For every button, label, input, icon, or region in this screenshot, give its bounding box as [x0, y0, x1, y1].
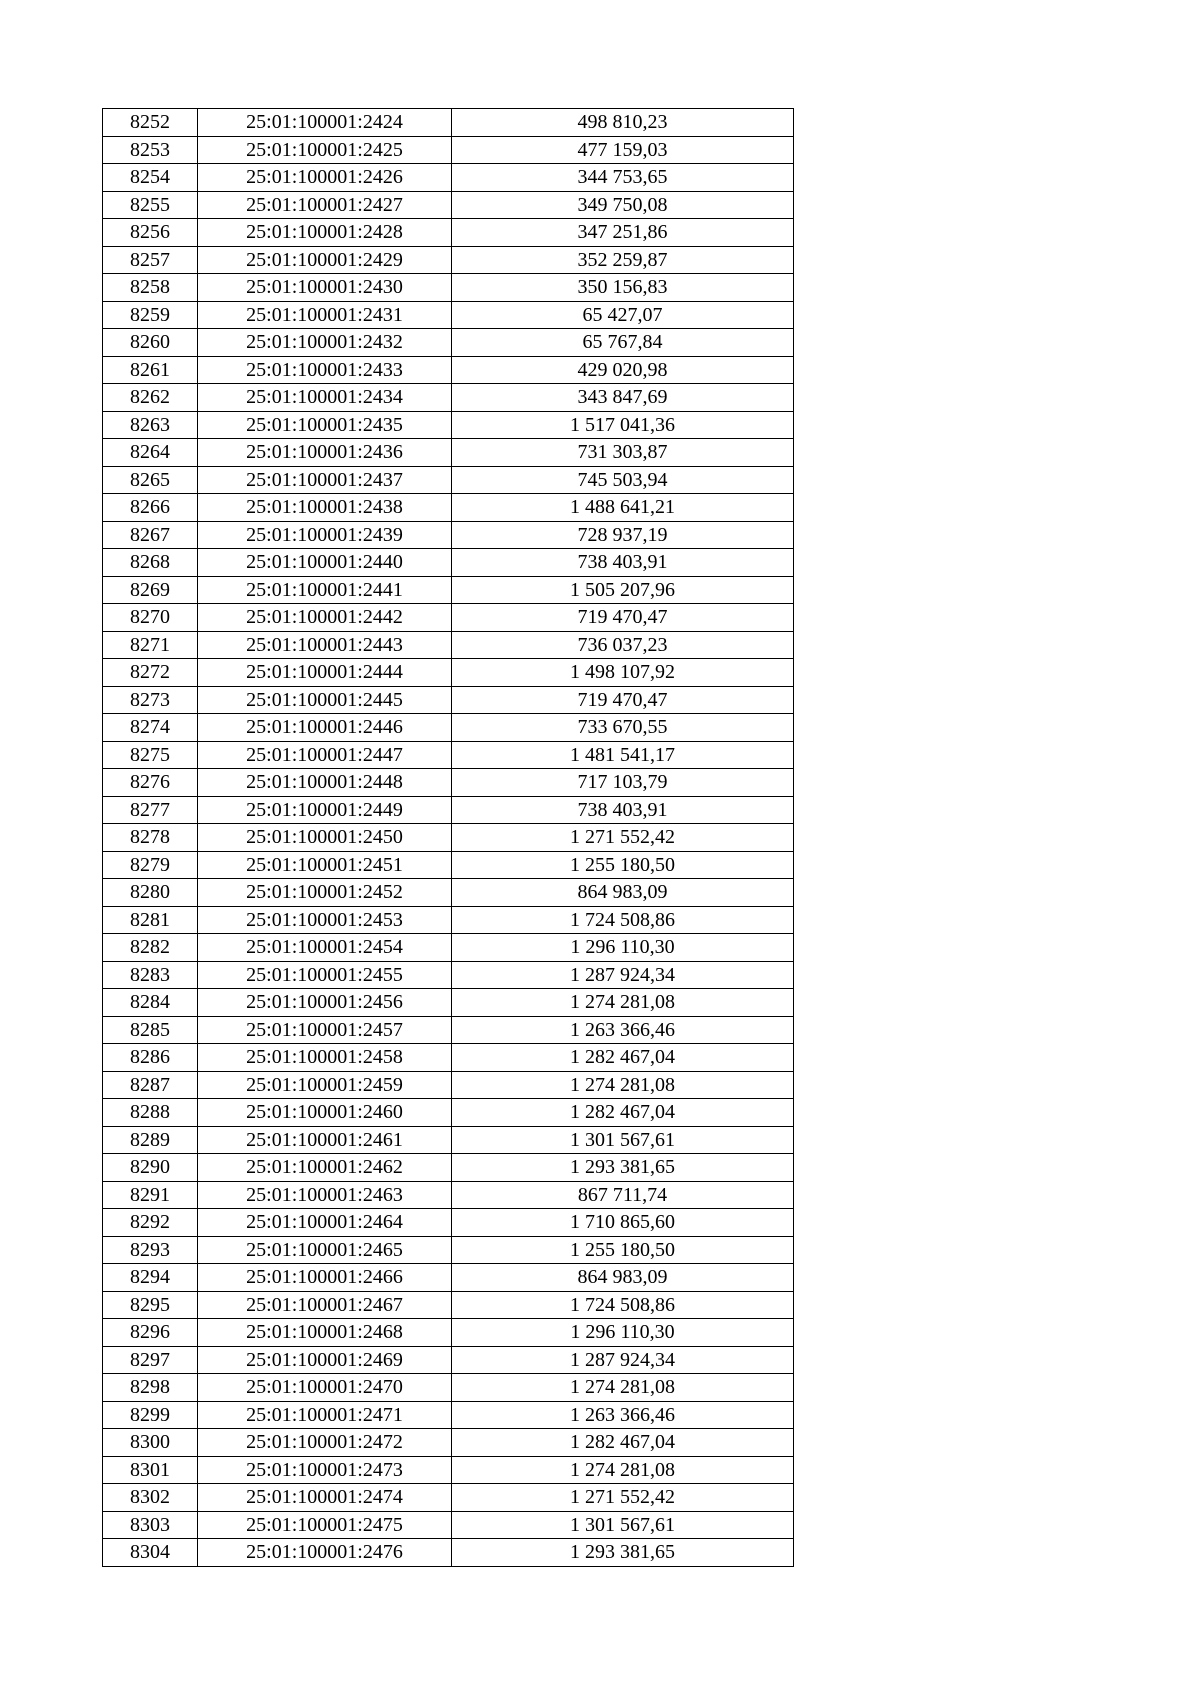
- row-number-cell: 8281: [103, 906, 198, 934]
- row-number-cell: 8252: [103, 109, 198, 137]
- cadastral-number-cell: 25:01:100001:2424: [198, 109, 452, 137]
- row-number-cell: 8262: [103, 384, 198, 412]
- row-number-cell: 8288: [103, 1099, 198, 1127]
- row-number-cell: 8304: [103, 1539, 198, 1567]
- table-row: [103, 686, 794, 714]
- row-number-cell: 8303: [103, 1511, 198, 1539]
- row-number-cell: 8293: [103, 1236, 198, 1264]
- table-row: [103, 494, 794, 522]
- value-cell: 1 296 110,30: [452, 1319, 794, 1347]
- table-row: [103, 1374, 794, 1402]
- table-row: [103, 246, 794, 274]
- cadastral-number-cell: 25:01:100001:2472: [198, 1429, 452, 1457]
- row-number-cell: 8285: [103, 1016, 198, 1044]
- cadastral-number-cell: 25:01:100001:2441: [198, 576, 452, 604]
- cadastral-number-cell: 25:01:100001:2445: [198, 686, 452, 714]
- row-number-cell: 8295: [103, 1291, 198, 1319]
- cadastral-number-cell: 25:01:100001:2440: [198, 549, 452, 577]
- row-number-cell: 8269: [103, 576, 198, 604]
- table-row: [103, 384, 794, 412]
- table-row: [103, 1071, 794, 1099]
- cadastral-number-cell: 25:01:100001:2465: [198, 1236, 452, 1264]
- row-number-cell: 8301: [103, 1456, 198, 1484]
- cadastral-number-cell: 25:01:100001:2447: [198, 741, 452, 769]
- value-cell: 728 937,19: [452, 521, 794, 549]
- value-cell: 719 470,47: [452, 686, 794, 714]
- table-row: [103, 466, 794, 494]
- table-row: [103, 741, 794, 769]
- table-row: [103, 631, 794, 659]
- value-cell: 65 767,84: [452, 329, 794, 357]
- table-row: [103, 1044, 794, 1072]
- value-cell: 429 020,98: [452, 356, 794, 384]
- table-row: [103, 1511, 794, 1539]
- row-number-cell: 8284: [103, 989, 198, 1017]
- cadastral-number-cell: 25:01:100001:2464: [198, 1209, 452, 1237]
- table-row: [103, 191, 794, 219]
- row-number-cell: 8302: [103, 1484, 198, 1512]
- table-row: [103, 769, 794, 797]
- value-cell: 1 282 467,04: [452, 1044, 794, 1072]
- row-number-cell: 8268: [103, 549, 198, 577]
- row-number-cell: 8291: [103, 1181, 198, 1209]
- value-cell: 1 505 207,96: [452, 576, 794, 604]
- value-cell: 745 503,94: [452, 466, 794, 494]
- value-cell: 731 303,87: [452, 439, 794, 467]
- table-row: [103, 1429, 794, 1457]
- row-number-cell: 8258: [103, 274, 198, 302]
- table-row: [103, 1539, 794, 1567]
- table-row: [103, 356, 794, 384]
- table-row: [103, 879, 794, 907]
- table-row: [103, 1291, 794, 1319]
- cadastral-number-cell: 25:01:100001:2449: [198, 796, 452, 824]
- row-number-cell: 8292: [103, 1209, 198, 1237]
- row-number-cell: 8259: [103, 301, 198, 329]
- row-number-cell: 8265: [103, 466, 198, 494]
- table-row: [103, 934, 794, 962]
- value-cell: 1 274 281,08: [452, 1374, 794, 1402]
- cadastral-number-cell: 25:01:100001:2436: [198, 439, 452, 467]
- row-number-cell: 8282: [103, 934, 198, 962]
- table-body: [103, 109, 794, 1567]
- value-cell: 347 251,86: [452, 219, 794, 247]
- value-cell: 1 498 107,92: [452, 659, 794, 687]
- value-cell: 352 259,87: [452, 246, 794, 274]
- cadastral-number-cell: 25:01:100001:2450: [198, 824, 452, 852]
- row-number-cell: 8279: [103, 851, 198, 879]
- table-row: [103, 604, 794, 632]
- cadastral-number-cell: 25:01:100001:2444: [198, 659, 452, 687]
- table-row: [103, 961, 794, 989]
- cadastral-number-cell: 25:01:100001:2438: [198, 494, 452, 522]
- row-number-cell: 8278: [103, 824, 198, 852]
- cadastral-number-cell: 25:01:100001:2437: [198, 466, 452, 494]
- value-cell: 65 427,07: [452, 301, 794, 329]
- cadastral-number-cell: 25:01:100001:2433: [198, 356, 452, 384]
- row-number-cell: 8270: [103, 604, 198, 632]
- cadastral-number-cell: 25:01:100001:2451: [198, 851, 452, 879]
- row-number-cell: 8261: [103, 356, 198, 384]
- row-number-cell: 8283: [103, 961, 198, 989]
- cadastral-number-cell: 25:01:100001:2459: [198, 1071, 452, 1099]
- cadastral-number-cell: 25:01:100001:2430: [198, 274, 452, 302]
- value-cell: 1 274 281,08: [452, 1071, 794, 1099]
- value-cell: 1 287 924,34: [452, 961, 794, 989]
- value-cell: 344 753,65: [452, 164, 794, 192]
- table-row: [103, 1456, 794, 1484]
- value-cell: 1 274 281,08: [452, 989, 794, 1017]
- value-cell: 1 274 281,08: [452, 1456, 794, 1484]
- value-cell: 1 724 508,86: [452, 1291, 794, 1319]
- row-number-cell: 8287: [103, 1071, 198, 1099]
- row-number-cell: 8296: [103, 1319, 198, 1347]
- row-number-cell: 8267: [103, 521, 198, 549]
- cadastral-number-cell: 25:01:100001:2476: [198, 1539, 452, 1567]
- table-row: [103, 1401, 794, 1429]
- value-cell: 719 470,47: [452, 604, 794, 632]
- value-cell: 717 103,79: [452, 769, 794, 797]
- row-number-cell: 8274: [103, 714, 198, 742]
- value-cell: 1 488 641,21: [452, 494, 794, 522]
- cadastral-number-cell: 25:01:100001:2466: [198, 1264, 452, 1292]
- value-cell: 1 263 366,46: [452, 1401, 794, 1429]
- table-row: [103, 1126, 794, 1154]
- value-cell: 498 810,23: [452, 109, 794, 137]
- cadastral-number-cell: 25:01:100001:2463: [198, 1181, 452, 1209]
- table-row: [103, 521, 794, 549]
- value-cell: 1 287 924,34: [452, 1346, 794, 1374]
- table-row: [103, 301, 794, 329]
- value-cell: 867 711,74: [452, 1181, 794, 1209]
- cadastral-number-cell: 25:01:100001:2474: [198, 1484, 452, 1512]
- value-cell: 343 847,69: [452, 384, 794, 412]
- value-cell: 1 271 552,42: [452, 1484, 794, 1512]
- table-row: [103, 576, 794, 604]
- cadastral-number-cell: 25:01:100001:2426: [198, 164, 452, 192]
- row-number-cell: 8264: [103, 439, 198, 467]
- table-row: [103, 109, 794, 137]
- value-cell: 349 750,08: [452, 191, 794, 219]
- cadastral-number-cell: 25:01:100001:2448: [198, 769, 452, 797]
- row-number-cell: 8263: [103, 411, 198, 439]
- cadastral-number-cell: 25:01:100001:2446: [198, 714, 452, 742]
- cadastral-number-cell: 25:01:100001:2462: [198, 1154, 452, 1182]
- table-row: [103, 411, 794, 439]
- cadastral-number-cell: 25:01:100001:2467: [198, 1291, 452, 1319]
- cadastral-number-cell: 25:01:100001:2469: [198, 1346, 452, 1374]
- table-row: [103, 1016, 794, 1044]
- row-number-cell: 8257: [103, 246, 198, 274]
- cadastral-number-cell: 25:01:100001:2443: [198, 631, 452, 659]
- cadastral-number-cell: 25:01:100001:2460: [198, 1099, 452, 1127]
- table-row: [103, 659, 794, 687]
- table-row: [103, 714, 794, 742]
- cadastral-number-cell: 25:01:100001:2425: [198, 136, 452, 164]
- table-row: [103, 796, 794, 824]
- cadastral-number-cell: 25:01:100001:2427: [198, 191, 452, 219]
- value-cell: 1 481 541,17: [452, 741, 794, 769]
- row-number-cell: 8294: [103, 1264, 198, 1292]
- cadastral-number-cell: 25:01:100001:2471: [198, 1401, 452, 1429]
- cadastral-number-cell: 25:01:100001:2432: [198, 329, 452, 357]
- table-row: [103, 1264, 794, 1292]
- row-number-cell: 8297: [103, 1346, 198, 1374]
- row-number-cell: 8300: [103, 1429, 198, 1457]
- value-cell: 1 296 110,30: [452, 934, 794, 962]
- cadastral-number-cell: 25:01:100001:2442: [198, 604, 452, 632]
- table-row: [103, 274, 794, 302]
- value-cell: 1 724 508,86: [452, 906, 794, 934]
- table-row: [103, 1236, 794, 1264]
- table-row: [103, 989, 794, 1017]
- row-number-cell: 8299: [103, 1401, 198, 1429]
- row-number-cell: 8289: [103, 1126, 198, 1154]
- table-row: [103, 136, 794, 164]
- cadastral-number-cell: 25:01:100001:2461: [198, 1126, 452, 1154]
- cadastral-number-cell: 25:01:100001:2452: [198, 879, 452, 907]
- table-row: [103, 219, 794, 247]
- cadastral-number-cell: 25:01:100001:2431: [198, 301, 452, 329]
- cadastral-number-cell: 25:01:100001:2429: [198, 246, 452, 274]
- table-row: [103, 1319, 794, 1347]
- table-row: [103, 549, 794, 577]
- value-cell: 733 670,55: [452, 714, 794, 742]
- row-number-cell: 8276: [103, 769, 198, 797]
- row-number-cell: 8256: [103, 219, 198, 247]
- table-row: [103, 1209, 794, 1237]
- cadastral-number-cell: 25:01:100001:2435: [198, 411, 452, 439]
- table-row: [103, 439, 794, 467]
- value-cell: 1 282 467,04: [452, 1099, 794, 1127]
- row-number-cell: 8277: [103, 796, 198, 824]
- table-row: [103, 329, 794, 357]
- cadastral-number-cell: 25:01:100001:2434: [198, 384, 452, 412]
- cadastral-number-cell: 25:01:100001:2439: [198, 521, 452, 549]
- row-number-cell: 8286: [103, 1044, 198, 1072]
- row-number-cell: 8272: [103, 659, 198, 687]
- cadastral-number-cell: 25:01:100001:2456: [198, 989, 452, 1017]
- row-number-cell: 8290: [103, 1154, 198, 1182]
- value-cell: 736 037,23: [452, 631, 794, 659]
- cadastral-number-cell: 25:01:100001:2473: [198, 1456, 452, 1484]
- value-cell: 1 517 041,36: [452, 411, 794, 439]
- value-cell: 1 255 180,50: [452, 1236, 794, 1264]
- value-cell: 864 983,09: [452, 879, 794, 907]
- value-cell: 1 271 552,42: [452, 824, 794, 852]
- value-cell: 1 255 180,50: [452, 851, 794, 879]
- row-number-cell: 8273: [103, 686, 198, 714]
- cadastral-number-cell: 25:01:100001:2428: [198, 219, 452, 247]
- row-number-cell: 8253: [103, 136, 198, 164]
- table-row: [103, 164, 794, 192]
- cadastral-number-cell: 25:01:100001:2457: [198, 1016, 452, 1044]
- row-number-cell: 8271: [103, 631, 198, 659]
- value-cell: 1 301 567,61: [452, 1126, 794, 1154]
- cadastral-number-cell: 25:01:100001:2470: [198, 1374, 452, 1402]
- value-cell: 477 159,03: [452, 136, 794, 164]
- cadastral-number-cell: 25:01:100001:2453: [198, 906, 452, 934]
- value-cell: 350 156,83: [452, 274, 794, 302]
- table-row: [103, 1484, 794, 1512]
- value-cell: 1 263 366,46: [452, 1016, 794, 1044]
- table-row: [103, 1181, 794, 1209]
- table-row: [103, 1154, 794, 1182]
- row-number-cell: 8260: [103, 329, 198, 357]
- row-number-cell: 8298: [103, 1374, 198, 1402]
- cadastral-value-table: [102, 108, 794, 1567]
- value-cell: 1 282 467,04: [452, 1429, 794, 1457]
- cadastral-number-cell: 25:01:100001:2455: [198, 961, 452, 989]
- value-cell: 1 293 381,65: [452, 1539, 794, 1567]
- table-row: [103, 906, 794, 934]
- table-row: [103, 1346, 794, 1374]
- value-cell: 864 983,09: [452, 1264, 794, 1292]
- row-number-cell: 8255: [103, 191, 198, 219]
- value-cell: 738 403,91: [452, 549, 794, 577]
- value-cell: 1 293 381,65: [452, 1154, 794, 1182]
- cadastral-number-cell: 25:01:100001:2454: [198, 934, 452, 962]
- cadastral-number-cell: 25:01:100001:2458: [198, 1044, 452, 1072]
- table-row: [103, 851, 794, 879]
- table-row: [103, 824, 794, 852]
- row-number-cell: 8266: [103, 494, 198, 522]
- table-row: [103, 1099, 794, 1127]
- value-cell: 1 710 865,60: [452, 1209, 794, 1237]
- cadastral-number-cell: 25:01:100001:2475: [198, 1511, 452, 1539]
- value-cell: 1 301 567,61: [452, 1511, 794, 1539]
- cadastral-number-cell: 25:01:100001:2468: [198, 1319, 452, 1347]
- row-number-cell: 8275: [103, 741, 198, 769]
- row-number-cell: 8280: [103, 879, 198, 907]
- row-number-cell: 8254: [103, 164, 198, 192]
- value-cell: 738 403,91: [452, 796, 794, 824]
